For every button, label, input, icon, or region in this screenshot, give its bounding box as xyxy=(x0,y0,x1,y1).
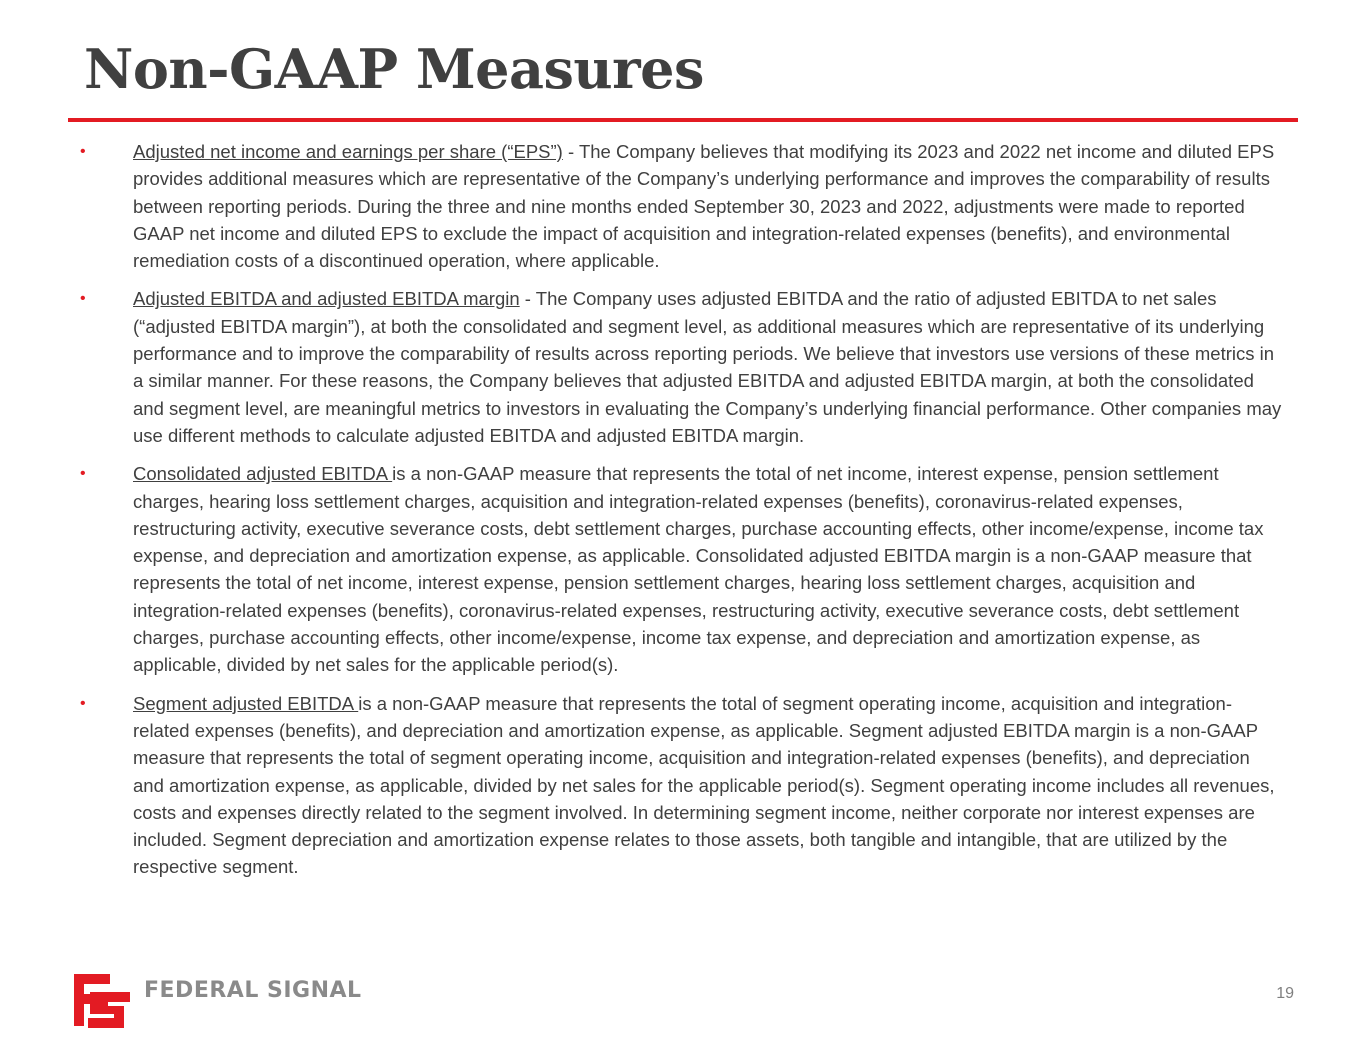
bullet-term: Segment adjusted EBITDA xyxy=(133,692,359,714)
bullet-text: is a non-GAAP measure that represents the total of segment operating income, acquisition and integration-related expenses (benefits), and depreciation and amortization expense, as applicable. Segment adjusted EBITDA margin is a non-GAAP measure that represents the total of segment operating income, acquisition and integration-related expenses (benefits), and depreciation and amortization expense, as applicable, divided by net sales for the applicable period(s). Segment operating income includes all revenues, costs and expenses directly related to the segment involved. In determining segment income, neither corporate nor interest expenses are included. Segment depreciation and amortization expense relates to those assets, both tangible and intangible, that are utilized by the respective segment. xyxy=(133,692,1275,878)
slide-title: Non-GAAP Measures xyxy=(84,37,704,101)
bullet-text: is a non-GAAP measure that represents the total of net income, interest expense, pension settlement charges, hearing loss settlement charges, acquisition and integration-related expenses (benefits), coronavirus-related expenses, restructuring activity, executive severance costs, debt settlement charges, purchase accounting effects, other income/expense, income tax expense, and depreciation and amortization expense, as applicable. Consolidated adjusted EBITDA margin is a non-GAAP measure that represents the total of net income, interest expense, pension settlement charges, hearing loss settlement charges, acquisition and integration-related expenses (benefits), coronavirus-related expenses, restructuring activity, executive severance costs, debt settlement charges, purchase accounting effects, other income/expense, income tax expense, and depreciation and amortization expense, as applicable, divided by net sales for the applicable period(s). xyxy=(133,463,1264,676)
bullet-term: Adjusted EBITDA and adjusted EBITDA margin xyxy=(133,288,520,310)
bullet-list xyxy=(0,138,1365,892)
title-divider xyxy=(68,118,1298,122)
bullet-text: - The Company uses adjusted EBITDA and the ratio of adjusted EBITDA to net sales (“adjusted EBITDA margin”), at both the consolidated and segment level, as additional measures which are representative of its underlying performance and to improve the comparability of results across reporting periods. We believe that investors use versions of these metrics in a similar manner. For these reasons, the Company believes that adjusted EBITDA and adjusted EBITDA margin, at both the consolidated and segment level, are meaningful metrics to investors in evaluating the Company’s underlying financial performance. Other companies may use different methods to calculate adjusted EBITDA and adjusted EBITDA margin. xyxy=(133,288,1282,446)
bullet-marker-icon: • xyxy=(80,143,86,160)
bullet-marker-icon: • xyxy=(80,290,86,308)
bullet-adjusted-ebitda xyxy=(0,285,1365,449)
bullet-text: - The Company believes that modifying its 2023 and 2022 net income and diluted EPS provides additional measures which are representative of the Company’s underlying performance and improves the comparability of results between reporting periods. During the three and nine months ended September 30, 2023 and 2022, adjustments were made to reported GAAP net income and diluted EPS to exclude the impact of acquisition and integration-related expenses (benefits), and environmental remediation costs of a discontinued operation, where applicable. xyxy=(133,141,1275,272)
logo-wordmark: FEDERAL SIGNAL xyxy=(144,978,362,1003)
bullet-consolidated-adjusted-ebitda xyxy=(0,460,1365,678)
bullet-term: Consolidated adjusted EBITDA xyxy=(133,463,393,485)
bullet-term: Adjusted net income and earnings per share (“EPS”) xyxy=(133,141,563,162)
bullet-adjusted-net-income xyxy=(0,138,1365,274)
bullet-marker-icon: • xyxy=(80,465,86,483)
federal-signal-logo xyxy=(68,972,362,1028)
bullet-marker-icon: • xyxy=(80,694,86,712)
bullet-segment-adjusted-ebitda xyxy=(0,690,1365,881)
federal-signal-logo-icon xyxy=(68,972,132,1028)
page-number: 19 xyxy=(1276,985,1294,1002)
